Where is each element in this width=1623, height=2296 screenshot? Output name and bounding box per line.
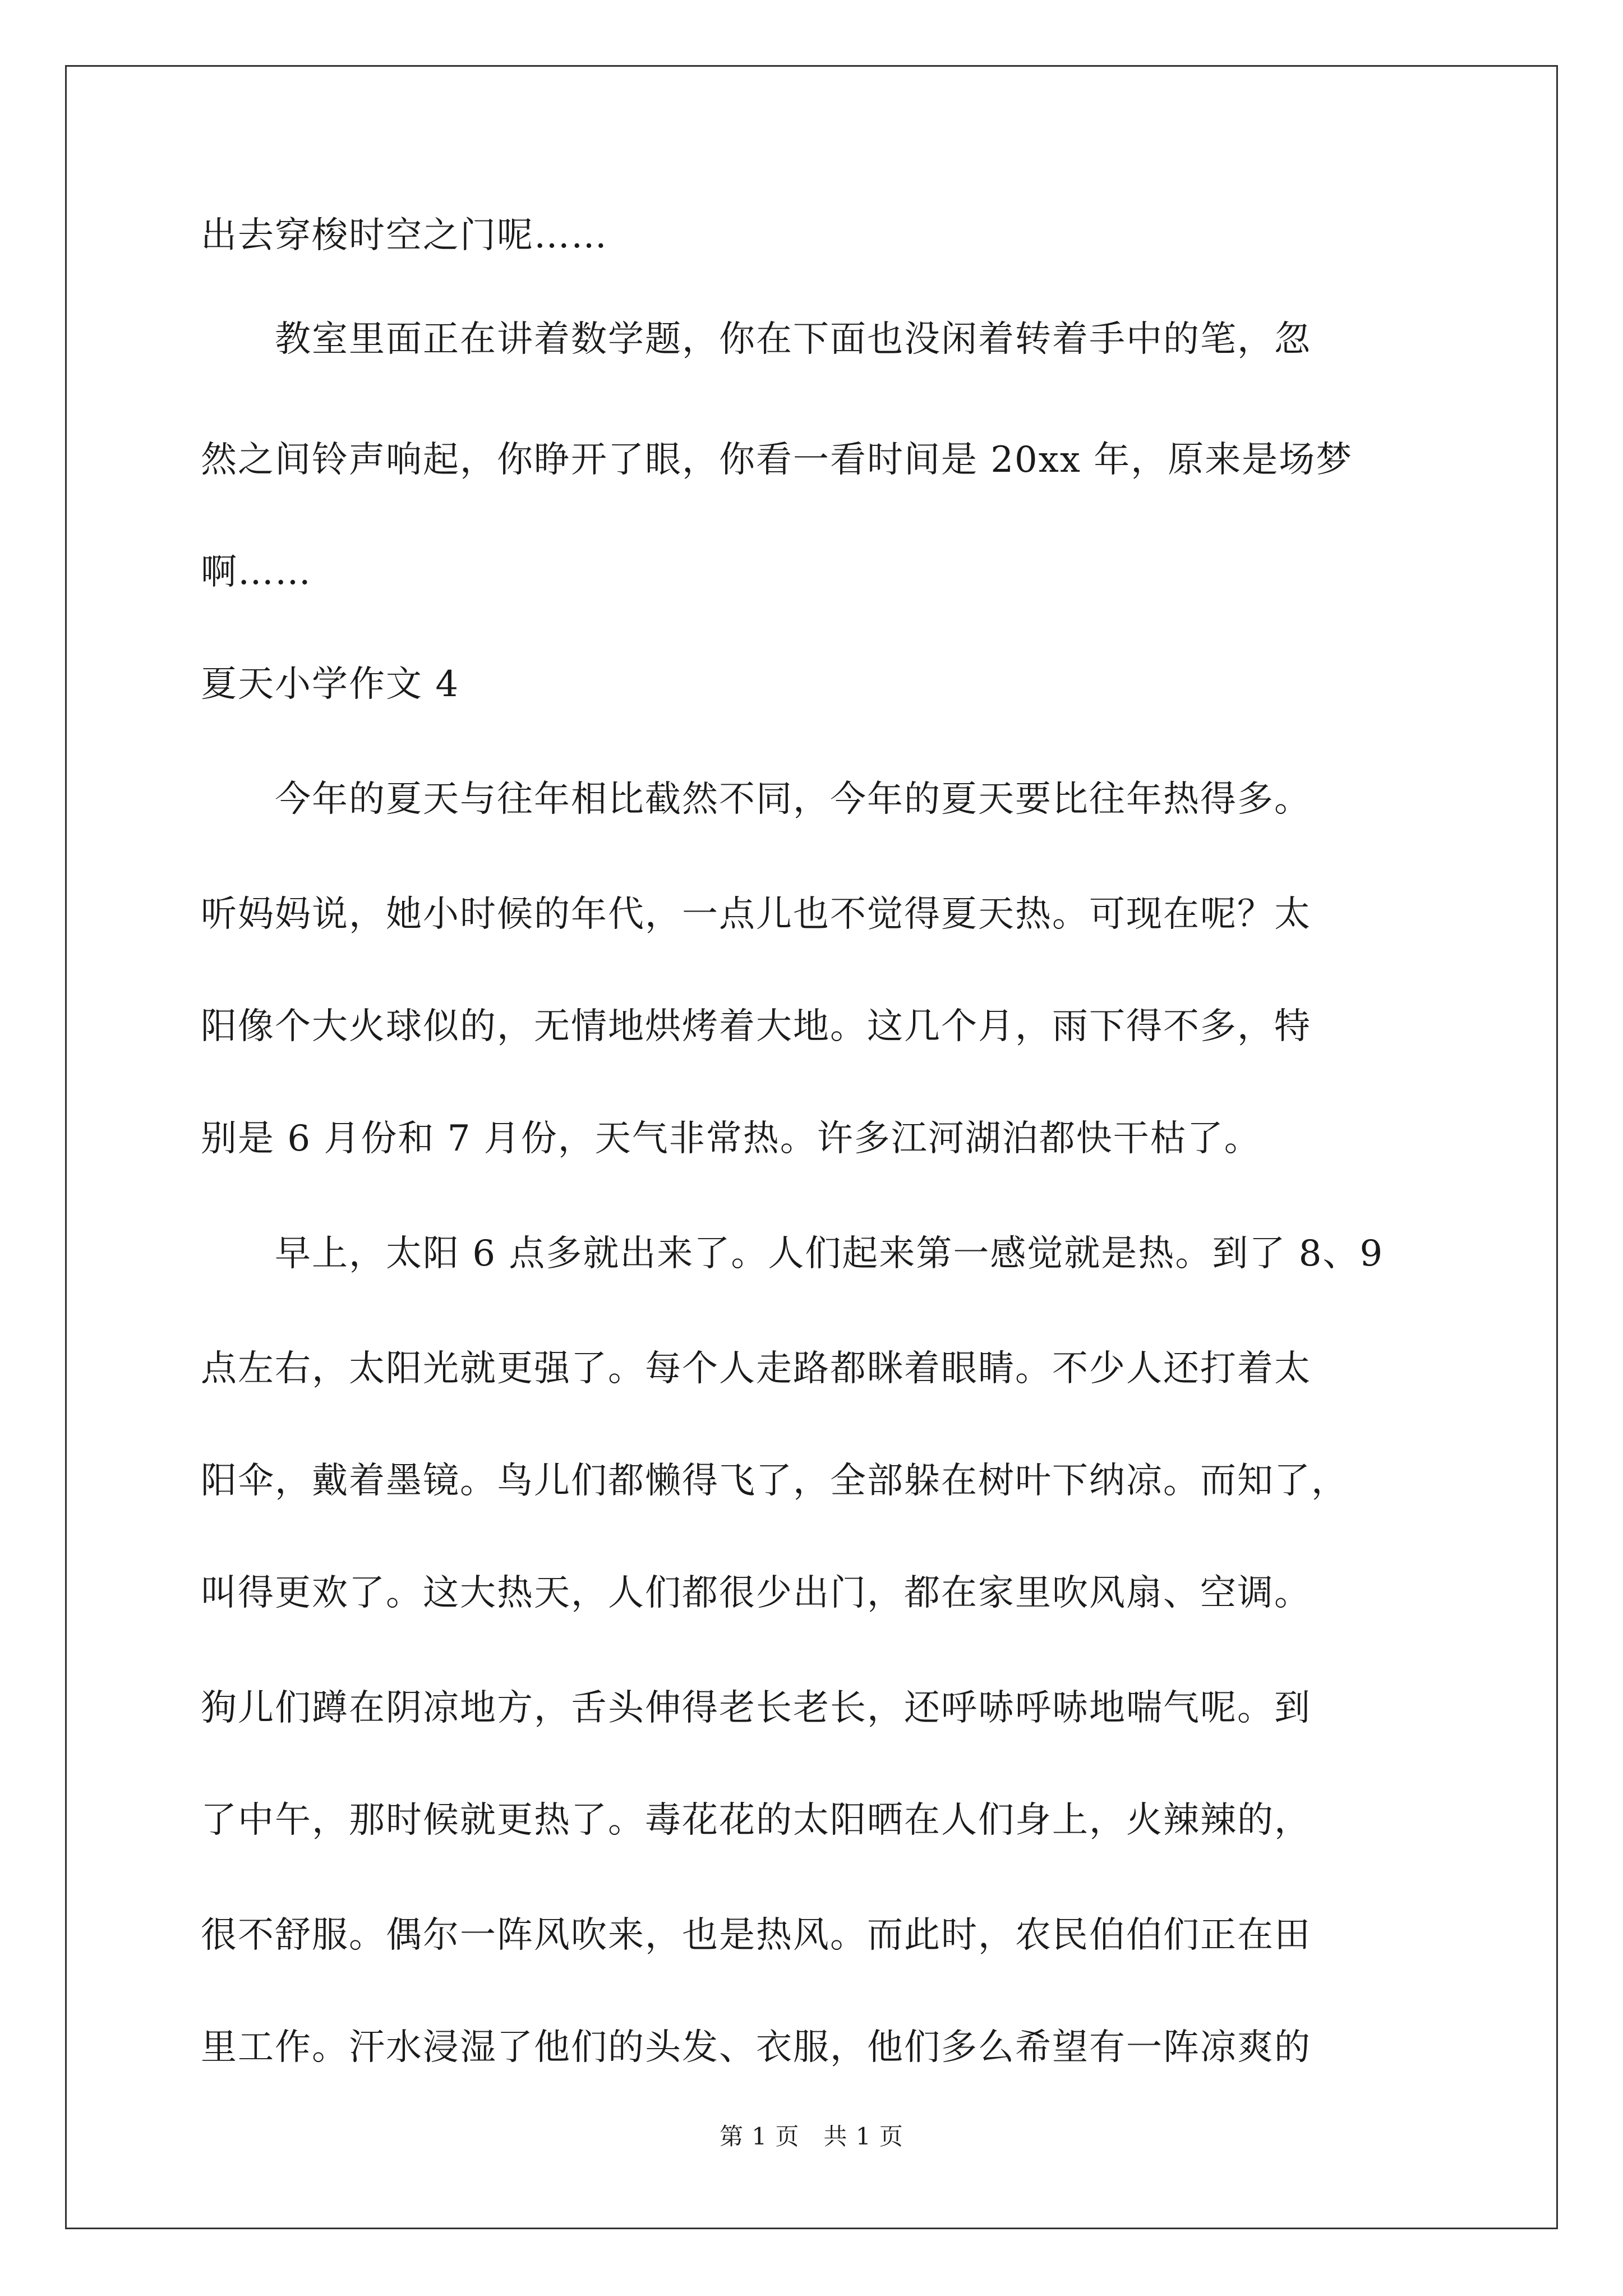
text-line: 别是 6 月份和 7 月份，天气非常热。许多江河湖泊都快干枯了。 — [201, 1118, 1261, 1159]
text-line: 阳像个大火球似的，无情地烘烤着大地。这几个月，雨下得不多，特 — [201, 1006, 1311, 1047]
text-line: 早上，太阳 6 点多就出来了。人们起来第一感觉就是热。到了 8、9 — [201, 1233, 1384, 1274]
text-line: 出去穿梭时空之门呢…… — [201, 215, 608, 256]
page-footer: 第 1 页 共 1 页 — [720, 2123, 903, 2150]
text-line: 很不舒服。偶尔一阵风吹来，也是热风。而此时，农民伯伯们正在田 — [201, 1915, 1311, 1956]
text-line: 点左右，太阳光就更强了。每个人走路都眯着眼睛。不少人还打着太 — [201, 1348, 1311, 1389]
text-line: 今年的夏天与往年相比截然不同，今年的夏天要比往年热得多。 — [201, 779, 1311, 820]
text-line: 叫得更欢了。这大热天，人们都很少出门，都在家里吹风扇、空调。 — [201, 1572, 1311, 1614]
text-line: 啊…… — [201, 551, 312, 593]
text-line: 狗儿们蹲在阴凉地方，舌头伸得老长老长，还呼哧呼哧地喘气呢。到 — [201, 1687, 1311, 1729]
text-line: 阳伞，戴着墨镜。鸟儿们都懒得飞了，全部躲在树叶下纳凉。而知了， — [201, 1460, 1348, 1502]
text-line: 了中午，那时候就更热了。毒花花的太阳晒在人们身上，火辣辣的， — [201, 1800, 1311, 1841]
text-line: 然之间铃声响起，你睁开了眼，你看一看时间是 20xx 年，原来是场梦 — [201, 439, 1353, 481]
text-line: 里工作。汗水浸湿了他们的头发、衣服，他们多么希望有一阵凉爽的 — [201, 2027, 1311, 2068]
text-line: 教室里面正在讲着数学题，你在下面也没闲着转着手中的笔，忽 — [201, 319, 1311, 360]
text-line: 听妈妈说，她小时候的年代，一点儿也不觉得夏天热。可现在呢？太 — [201, 894, 1311, 935]
section-heading: 夏天小学作文 4 — [201, 664, 460, 705]
